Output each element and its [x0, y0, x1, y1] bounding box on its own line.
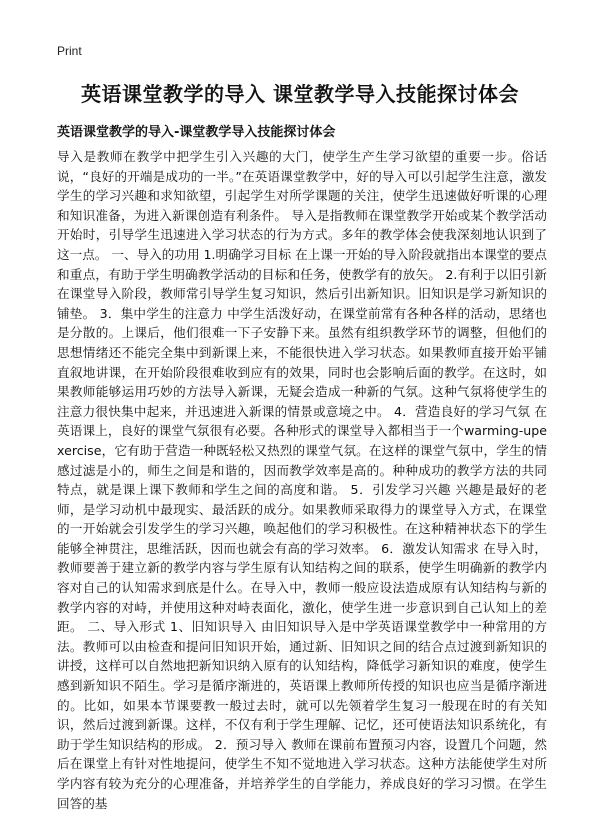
- print-link[interactable]: Print: [57, 44, 82, 58]
- page-title: 英语课堂教学的导入 课堂教学导入技能探讨体会: [81, 82, 519, 106]
- article-body: 导入是教师在教学中把学生引入兴趣的大门，使学生产生学习欲望的重要一步。俗话说，“良好的开端是成功的一半。”在英语课堂教学中，好的导入可以引起学生注意，激发学生的学习兴趣和求知欲望，引起学生对所学课题的关注，使学生迅速做好听课的心理和知识准备，为进入新课创造有利条件。 导入是指教师在课堂教学开始或某个教学活动开始时，引导学生迅速进入学习状态的行为方式。多年的教学体会使我深刻地认识到了这一点。 一、导入的功用 1.明确学习目标 在上课一开始的导入阶段就指出本课堂的要点和重点，有助于学生明确教学活动的目标和任务，使教学有的放矢。 2.有利于以旧引新 在课堂导入阶段，教师常引导学生复习知识，然后引出新知识。旧知识是学习新知识的铺垫。 3．集中学生的注意力 中学生活泼好动，在课堂前常有各种各样的活动，思绪也是分散的。上课后，他们很难一下子安静下来。虽然有组织教学环节的调整，但他们的思想情绪还不能完全集中到新课上来，不能很快进入学习状态。如果教师直接开始平铺直叙地讲课，在开始阶段很难收到应有的效果，同时也会影响后面的教学。在这时，如果教师能够运用巧妙的方法导入新课，无疑会造成一种新的气氛。这种气氛将使学生的注意力很快集中起来，并迅速进入新课的情景或意境之中。 4．营造良好的学习气氛 在英语课上，良好的课堂气氛很有必要。各种形式的课堂导入都相当于一个warming-upexercise，它有助于营造一种既轻松又热烈的课堂气氛。在这样的课堂气氛中，学生的情感过滤是小的，师生之间是和谐的，因而教学效率是高的。种种成功的教学方法的共同特点，就是课上课下教师和学生之间的高度和谐。 5．引发学习兴趣 兴趣是最好的老师，是学习动机中最现实、最活跃的成分。如果教师采取得力的课堂导入方式，在课堂的一开始就会引发学生的学习兴趣，唤起他们的学习积极性。在这种精神状态下的学生能够全神贯注，思维活跃，因而也就会有高的学习效率。 6．激发认知需求 在导入时，教师要善于建立新的教学内容与学生原有认知结构之间的联系，使学生明确新的教学内容对自己的认知需求到底是什么。在导入中，教师一般应设法造成原有认知结构与新的教学内容的对峙，并使用这种对峙表面化，激化，使学生进一步意识到自己认知上的差距。 二、导入形式 1、旧知识导入 由旧知识导入是中学英语课堂教学中一种常用的方法。教师可以由检查和提问旧知识开始，通过新、旧知识之间的结合点过渡到新知识的讲授，这样可以自然地把新知识纳入原有的认知结构，降低学习新知识的难度，使学生感到新知识不陌生。学习是循序渐进的，英语课上教师所传授的知识也应当是循序渐进的。比如，如果本节课要教一般过去时，就可以先领着学生复习一般现在时的有关知识，然后过渡到新课。这样，不仅有利于学生理解、记忆，还可使语法知识系统化，有助于学生知识结构的形成。 2．预习导入 教师在课前布置预习内容，设置几个问题，然后在课堂上有针对性地提问，使学生不知不觉地进入学习状态。这种方法能使学生对所学内容有较为充分的心理准备，并培养学生的自学能力，养成良好的学习习惯。在学生回答的基: [57, 149, 547, 811]
- page-subtitle: 英语课堂教学的导入-课堂教学导入技能探讨体会: [57, 125, 336, 140]
